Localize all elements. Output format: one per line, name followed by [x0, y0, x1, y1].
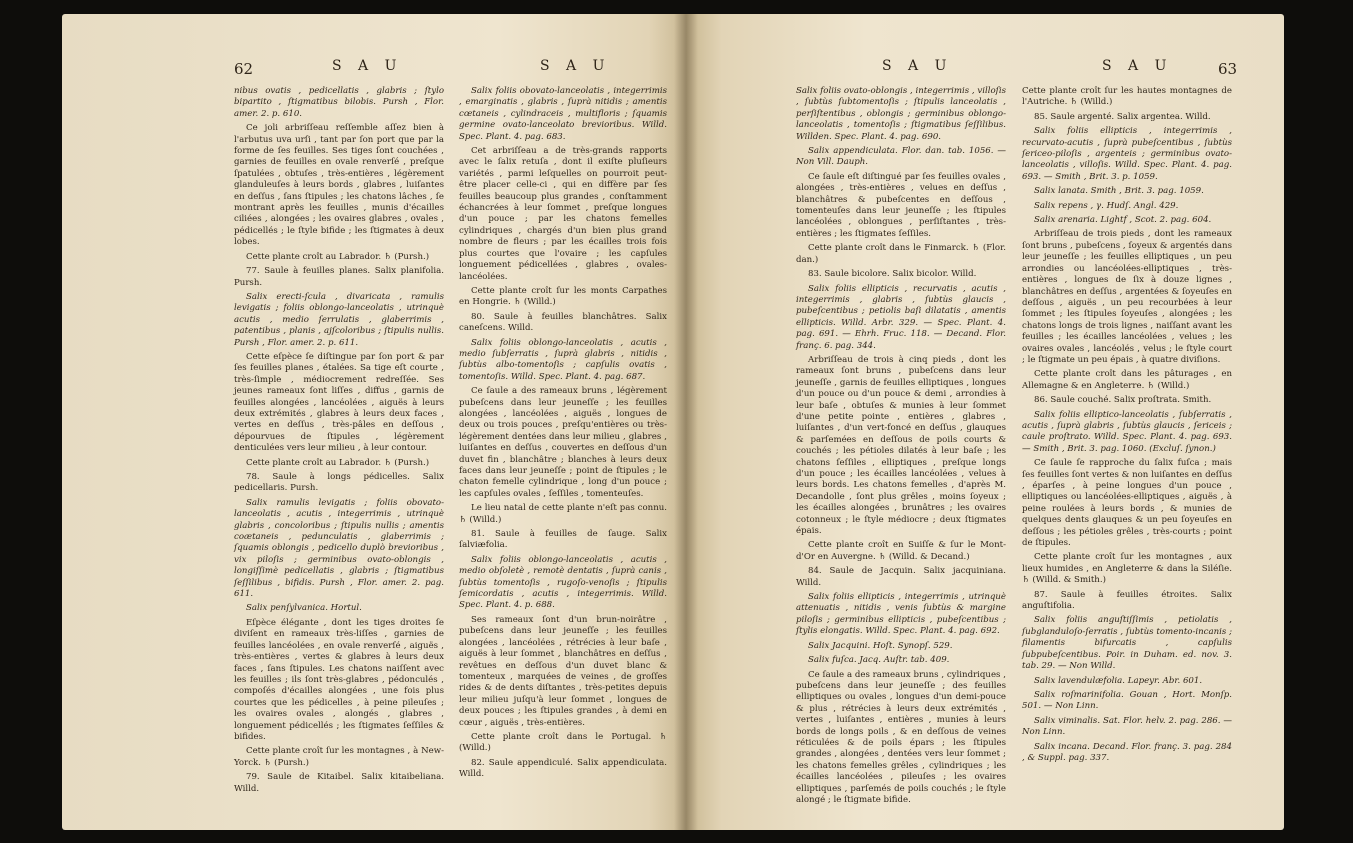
paragraph: Cette plante croît ſur les monts Carpathes en Hongrie. ♄ (Willd.) [459, 285, 667, 308]
paragraph: Salix lanata. Smith , Brit. 3. pag. 1059. [1034, 186, 1204, 197]
paragraph: Eſpèce élégante , dont les tiges droites ſe diviſent en rameaux très-liſſes , garnies de feuilles lancéolées , en ovale renverſé , aiguës , très-entières , vertes & glabres à leurs deux faces , ſans ſtipules. Les chatons naiſſent avec les feuilles ; ils ſont très-glabres , pédonculés , compoſés d'écailles alongées , une fois plus courtes que les pédicelles , à peine pileuſes ; les ovaires ovales , alongés , glabres , longuement pédicellés ; les ſtigmates ſeſſiles & bifides. [234, 617, 444, 742]
paragraph: Salix foliis anguſtiſſimis , petiolatis , ſubglanduloſo-ſerratis , ſubtùs tomento-incanis ; filamentis bifurcatis , capſulis ſubpubeſcentibus. Poir. in Duham. ed. nov. 3. tab. 29. — Non Willd. [1022, 615, 1232, 672]
paragraph: Salix foliis ovato-oblongis , integerrimis , villoſis , ſubtùs ſubtomentoſis ; ſtipulis lanceolatis , perſiſtentibus , oblongis ; germinibus oblongo-lanceolatis , tomentoſis ; ſtigmatibus ſeſſilibus. Willden. Spec. Plant. 4. pag. 690. [796, 86, 1006, 142]
paragraph: Cette plante croît au Labrador. ♄ (Pursh.) [246, 457, 430, 468]
paragraph: Salix foliis oblongo-lanceolatis , acutis , medio ſubſerratis , ſuprà glabris , nitidis , ſubtùs albo-tomentoſis ; capſulis ovatis , tomentoſis. Willd. Spec. Plant. 4. pag. 687. [459, 337, 667, 382]
entry-heading: 77. Saule à feuilles planes. Salix planifolia. Pursh. [234, 266, 444, 288]
paragraph: Salix Jacquini. Hoſt. Synopſ. 529. [808, 640, 953, 651]
paragraph: Cet arbriſſeau a de très-grands rapports avec le ſalix retuſa , dont il exiſte pluſieurs variétés , parmi leſquelles on pourroit peut-être placer celle-ci , qui en diffère par ſes feuilles beaucoup plus grandes , conſtamment échancrées à leur ſommet , preſque longues d'un pouce ; par les chatons femelles cylindriques , chargés d'un bien plus grand nombre de fleurs ; par les écailles trois fois plus courtes que l'ovaire ; les capſules longuement pédicellées , glabres , ovales-lancéolées. [459, 146, 667, 282]
right-column-1 [796, 86, 1006, 809]
paragraph: Salix fuſca. Jacq. Auſtr. tab. 409. [808, 655, 950, 666]
page-number-left: 62 [234, 60, 254, 78]
paragraph: Cette plante croît dans les pâturages , en Allemagne & en Angleterre. ♄ (Willd.) [1022, 369, 1232, 391]
paragraph: Salix foliis ellipticis , integerrimis , recurvato-acutis , ſuprà pubeſcentibus , ſubtùs ſericeo-piloſis , argenteis ; germinibus ovato-lanceolatis , villoſis. Willd. Spec. Plant. 4. pag. 693. — Smith , Brit. 3. p. 1059. [1022, 126, 1232, 182]
running-head-right: S A U [882, 58, 953, 74]
paragraph: Salix penſylvanica. Hortul. [246, 603, 362, 614]
paragraph: Salix foliis elliptico-lanceolatis , ſubſerratis , acutis , ſuprà glabris , ſubtùs glaucis , ſericeis ; caule proſtrato. Willd. Spec. Plant. 4. pag. 693. — Smith , Brit. 3. pag. 1060. (Excluſ. ſynon.) [1022, 409, 1232, 454]
paragraph: Cette plante croît ſur les montagnes , aux lieux humides , en Angleterre & dans la Siléſie. ♄ (Willd. & Smith.) [1022, 552, 1232, 586]
paragraph: Salix foliis oblongo-lanceolatis , acutis , medio obſoletè , remotè dentatis , ſuprà canis , ſubtùs tomentoſis , rugoſo-venoſis ; ſtipulis ſemicordatis , acutis , integerrimis. Willd. Spec. Plant. 4. p. 688. [459, 554, 667, 611]
entry-heading: 78. Saule à longs pédicelles. Salix pedicellaris. Pursh. [234, 472, 444, 494]
entry-heading: 80. Saule à feuilles blanchâtres. Salix caneſcens. Willd. [459, 311, 667, 334]
paragraph: Cette plante croît ſur les montagnes , à New-Yorck. ♄ (Pursh.) [234, 746, 444, 768]
running-head-right-2: S A U [1102, 58, 1173, 74]
paragraph: Ce ſaule eſt diſtingué par ſes feuilles ovales , alongées , très-entières , velues en deſſus , blanchâtres & pubeſcentes en deſſous , tomenteuſes dans leur jeuneſſe ; les ſtipules lancéolées , oblongues , perſiſtantes , très-entières ; les ſtigmates ſeſſiles. [796, 171, 1006, 239]
left-page [62, 14, 686, 830]
paragraph: Cette plante croît dans le Finmarck. ♄ (Flor. dan.) [796, 243, 1006, 265]
entry-heading: 82. Saule appendiculé. Salix appendiculata. Willd. [459, 757, 667, 780]
paragraph: Salix foliis obovato-lanceolatis , integerrimis , emarginatis , glabris , ſuprà nitidis ; amentis cœtaneis , cylindraceis , multifloris ; ſquamis germine ovato-lanceolato brevioribus. Willd. Spec. Plant. 4. pag. 683. [459, 86, 667, 142]
right-column-2 [1022, 86, 1232, 767]
right-page [686, 14, 1284, 830]
left-column-2 [459, 86, 667, 784]
paragraph: Cette eſpèce ſe diſtingue par ſon port & par ſes feuilles planes , étalées. Sa tige eſt courte , très-ſimple , médiocrement redreſſée. Ses jeunes rameaux ſont liſſes , diffus , garnis de feuilles alongées , lancéolées , aiguës à leurs deux extrémités , glabres à leurs deux faces , vertes en deſſus , très-pâles en deſſous , dépourvues de ſtipules , légèrement denticulées vers leur milieu , à leur contour. [234, 351, 444, 454]
running-head-left: S A U [332, 58, 403, 74]
page-number-right: 63 [1218, 60, 1238, 78]
paragraph: Ce joli arbriſſeau reſſemble aſſez bien à l'arbutus uva urſi , tant par ſon port que par la forme de ſes feuilles. Ses tiges ſont couchées , garnies de feuilles en ovale renverſé , preſque ſpatulées , obtuſes , très-entières , légèrement glanduleuſes à leurs bords , glabres , luiſantes en deſſus , ſans ſtipules ; les chatons lâches , ſe montrant après les feuilles , munis d'écailles ciliées , alongées ; les ovaires glabres , ovales , pédicellés ; le ſtyle bifide ; les ſtigmates à deux lobes. [234, 123, 444, 248]
entry-heading: 87. Saule à feuilles étroites. Salix anguſtifolia. [1022, 589, 1232, 612]
paragraph: Salix arenaria. Lightf , Scot. 2. pag. 604. [1034, 215, 1212, 226]
paragraph: Ce ſaule ſe rapproche du ſalix fuſca ; mais ſes feuilles ſont vertes & non luiſantes en deſſus , éparſes , à peine longues d'un pouce , elliptiques ou lancéolées-elliptiques , aiguës , à peine roulées à leurs bords , & munies de quelques dents glauques & un peu ſoyeuſes en deſſous ; les pétioles grêles , très-courts ; point de ſtipules. [1022, 458, 1232, 549]
paragraph: Le lieu natal de cette plante n'eſt pas connu. ♄ (Willd.) [459, 503, 667, 525]
paragraph: Salix viminalis. Sat. Flor. helv. 2. pag. 286. — Non Linn. [1022, 715, 1232, 738]
book-gutter [674, 14, 698, 830]
paragraph: Ce ſaule a des rameaux bruns , cylindriques , pubeſcens dans leur jeuneſſe ; des feuilles elliptiques ou ovales , longues d'un demi-pouce & plus , rétrécies à leurs deux extrémités , vertes , luiſantes , entières , munies à leurs bords de longs poils , & en deſſous de veines réticulées & de poils épars ; les ſtipules grandes , alongées , dentées vers leur ſommet ; les chatons femelles grêles , cylindriques ; les écailles lancéolées , pileuſes ; les ovaires elliptiques , parſemés de poils couchés ; le ſtyle alongé ; le ſtigmate bifide. [796, 669, 1006, 805]
paragraph: Salix foliis ellipticis , recurvatis , acutis , integerrimis , glabris , ſubtùs glaucis , pubeſcentibus ; petiolis baſi dilatatis , amentis ellipticis. Willd. Arbr. 329. — Spec. Plant. 4. pag. 691. — Ehrh. Fruc. 118. — Decand. Flor. franç. 6. pag. 344. [796, 283, 1006, 351]
paragraph: Cette plante croît ſur les hautes montagnes de l'Autriche. ♄ (Willd.) [1022, 86, 1232, 108]
paragraph: Ce ſaule a des rameaux bruns , légèrement pubeſcens dans leur jeuneſſe ; les feuilles alongées , lancéolées , aiguës , longues de deux ou trois pouces , preſqu'entières ou très-légèrement dentées dans leur milieu , glabres , luiſantes en deſſus , couvertes en deſſous d'un duvet fin , blanchâtre ; blanches à leurs deux faces dans leur jeuneſſe ; point de ſtipules ; le chaton femelle cylindrique , long d'un pouce ; les capſules ovales , ſeſſiles , tomenteuſes. [459, 386, 667, 499]
book-spread [62, 14, 1284, 830]
paragraph: Arbriſſeau de trois pieds , dont les rameaux ſont bruns , pubeſcens , ſoyeux & argentés dans leur jeuneſſe ; les feuilles elliptiques , un peu arrondies ou lancéolées-elliptiques , très-entières , longues de ſix à douze lignes , blanchâtres en deſſus , argentées & ſoyeuſes en deſſous , aiguës , un peu recourbées à leur ſommet ; les ſtipules ſoyeuſes , alongées ; les chatons longs de trois lignes , naiſſant avant les feuilles ; les écailles lancéolées , velues ; les ovaires ovales , lancéolés , velus ; le ſtyle court ; le ſtigmate un peu épais , à quatre diviſions. [1022, 229, 1232, 365]
entry-heading: 84. Saule de Jacquin. Salix jacquiniana. Willd. [796, 566, 1006, 588]
paragraph: Salix repens , γ. Hudſ. Angl. 429. [1034, 200, 1179, 211]
paragraph: Cette plante croît au Labrador. ♄ (Pursh.) [246, 251, 430, 262]
paragraph: Arbriſſeau de trois à cinq pieds , dont les rameaux ſont bruns , pubeſcens dans leur jeuneſſe , garnis de feuilles elliptiques , longues d'un pouce ou d'un pouce & demi , arrondies à leur baſe , obtuſes & munies à leur ſommet d'une petite pointe , entières , glabres , luiſantes , d'un vert-foncé en deſſus , glauques & parſemées en deſſous de poils courts & couchés ; les pétioles dilatés à leur baſe ; les chatons ſeſſiles , elliptiques , preſque longs d'un pouce ; les écailles lancéolées , velues à leurs bords. Les chatons femelles , d'après M. Decandolle , ſont plus grêles , moins ſoyeux ; les écailles alongées , brunâtres ; les ovaires cotonneux ; le ſtyle médiocre ; deux ſtigmates épais. [796, 354, 1006, 537]
paragraph: Salix ramulis levigatis ; foliis obovato-lanceolatis , acutis , integerrimis , utrinquè glabris , concoloribus ; ſtipulis nullis ; amentis coætaneis , pedunculatis , glaberrimis ; ſquamis oblongis , pedicello duplò brevioribus , vix piloſis ; germinibus ovato-oblongis , longiſſimè pedicellatis , glabris ; ſtigmatibus ſeſſilibus , bifidis. Pursh , Flor. amer. 2. pag. 611. [234, 497, 444, 600]
paragraph: nibus ovatis , pedicellatis , glabris ; ſtylo bipartito , ſtigmatibus bilobis. Pursh , Flor. amer. 2. p. 610. [234, 86, 444, 119]
paragraph: Salix lavendulæfolia. Lapeyr. Abr. 601. [1034, 675, 1203, 686]
paragraph: Salix appendiculata. Flor. dan. tab. 1056. — Non Vill. Dauph. [796, 146, 1006, 168]
entry-heading: 83. Saule bicolore. Salix bicolor. Willd. [808, 269, 977, 280]
paragraph: Cette plante croît en Suiſſe & ſur le Mont-d'Or en Auvergne. ♄ (Willd. & Decand.) [796, 540, 1006, 562]
paragraph: Salix incana. Decand. Flor. franç. 3. pag. 284 , & Suppl. pag. 337. [1022, 741, 1232, 763]
paragraph: Salix erecti-ſcula , divaricata , ramulis levigatis ; foliis oblongo-lanceolatis , utrinquè acutis , medio ſerrulatis , glaberrimis , patentibus , planis , ajſcoloribus ; ſtipulis nullis. Pursh , Flor. amer. 2. p. 611. [234, 291, 444, 348]
entry-heading: 79. Saule de Kitaibel. Salix kitaibeliana. Willd. [234, 772, 444, 794]
entry-heading: 81. Saule à feuilles de ſauge. Salix ſalviæfolia. [459, 529, 667, 551]
entry-heading: 86. Saule couché. Salix proſtrata. Smith. [1034, 395, 1212, 406]
paragraph: Ses rameaux ſont d'un brun-noirâtre , pubeſcens dans leur jeuneſſe ; les feuilles alongées , lancéolées , rétrécies à leur baſe , aiguës à leur ſommet , blanchâtres en deſſus , revêtues en deſſous d'un duvet blanc & tomenteux , marquées de veines , de groſſes rides & de dents diſtantes , très-petites depuis leur milieu juſqu'à leur ſommet , longues de deux pouces ; les ſtipules grandes , à demi en cœur , aiguës , très-entières. [459, 614, 667, 728]
entry-heading: 85. Saule argenté. Salix argentea. Willd. [1034, 111, 1211, 122]
paragraph: Salix roſmarinifolia. Gouan , Hort. Monſp. 501. — Non Linn. [1022, 689, 1232, 712]
running-head-left-2: S A U [540, 58, 611, 74]
paragraph: Salix foliis ellipticis , integerrimis , utrinquè attenuatis , nitidis , venis ſubtùs & margine piloſis ; germinibus ellipticis , pubeſcentibus ; ſtylis elongatis. Willd. Spec. Plant. 4. pag. 692. [796, 592, 1006, 637]
paragraph: Cette plante croît dans le Portugal. ♄ (Willd.) [459, 731, 667, 754]
left-column-1 [234, 86, 444, 798]
